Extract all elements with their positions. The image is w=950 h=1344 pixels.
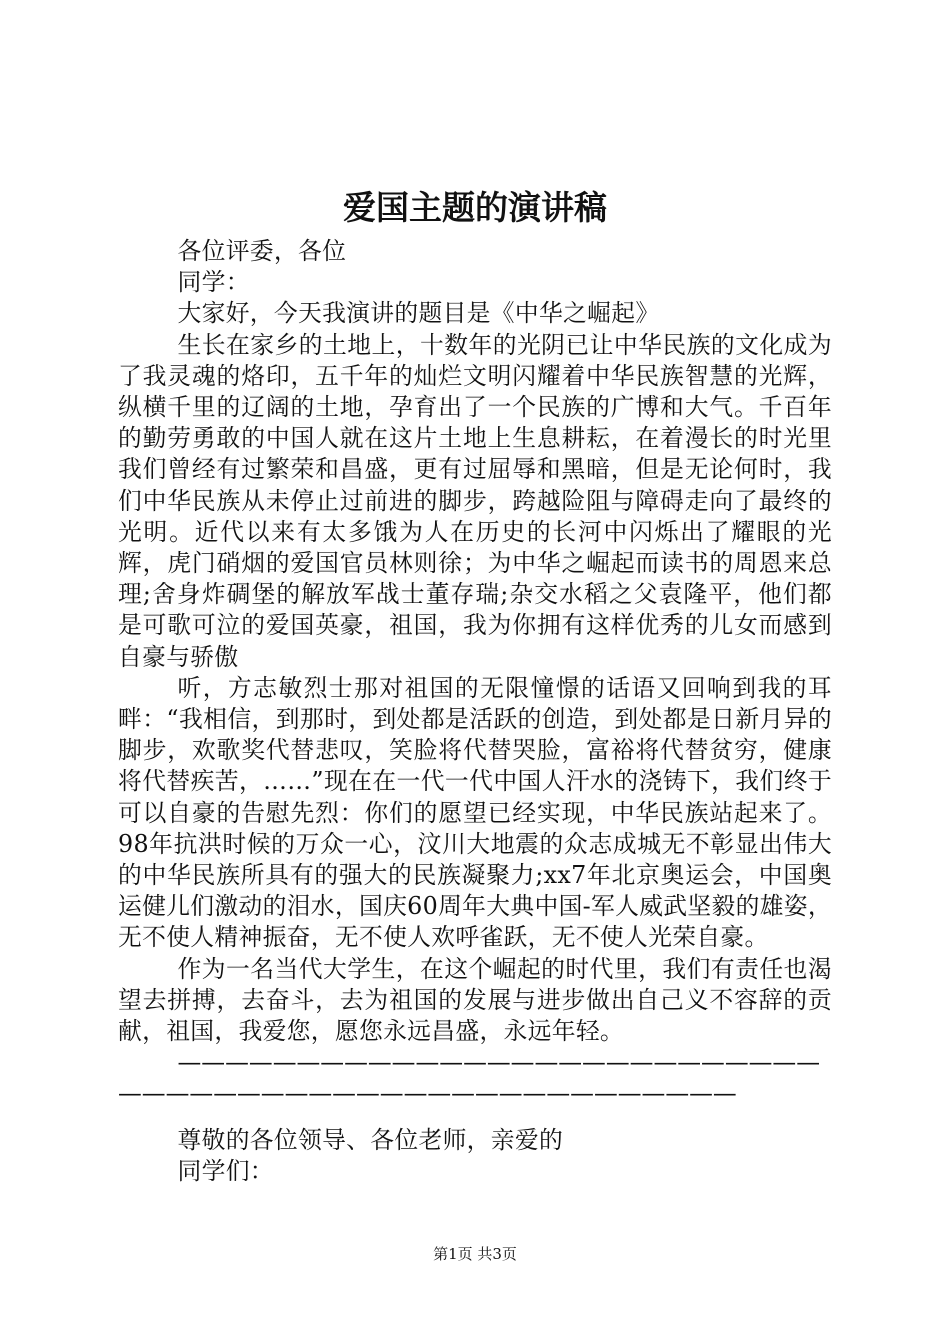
- paragraph-greeting: 大家好，今天我演讲的题目是《中华之崛起》: [177, 299, 660, 328]
- section-divider: —————————————————————————————————————————————————————: [118, 1048, 821, 1108]
- document-title: 爱国主题的演讲稿: [343, 188, 607, 227]
- paragraph-salutation-cont: 同学：: [177, 268, 250, 297]
- paragraph-closing-salutation: 尊敬的各位领导、各位老师，亲爱的: [177, 1125, 564, 1154]
- paragraph-body-3: 作为一名当代大学生，在这个崛起的时代里，我们有责任也渴望去拼搏，去奋斗，去为祖国的发展与进步做出自己义不容辞的贡献，祖国，我爱您，愿您永远昌盛，永远年轻。: [118, 954, 832, 1046]
- paragraph-body-2: 听，方志敏烈士那对祖国的无限憧憬的话语又回响到我的耳畔：“我相信，到那时，到处都是活跃的创造，到处都是日新月异的脚步，欢歌奖代替悲叹，笑脸将代替哭脸，富裕将代替贫穷，健康将代替疾苦，……”现在在一代一代中国人汗水的浇铸下，我们终于可以自豪的告慰先烈：你们的愿望已经实现，中华民族站起来了。98年抗洪时候的万众一心，汶川大地震的众志成城无不彰显出伟大的中华民族所具有的强大的民族凝聚力;xx7年北京奥运会，中国奥运健儿们激动的泪水，国庆60周年大典中国-军人威武坚毅的雄姿，无不使人精神振奋，无不使人欢呼雀跃，无不使人光荣自豪。: [118, 673, 832, 952]
- paragraph-salutation: 各位评委，各位: [177, 237, 347, 265]
- page-footer: 第1页 共3页: [433, 1245, 517, 1263]
- paragraph-closing-salutation-cont: 同学们：: [177, 1156, 274, 1185]
- paragraph-body-1: 生长在家乡的土地上，十数年的光阴已让中华民族的文化成为了我灵魂的烙印，五千年的灿烂文明闪耀着中华民族智慧的光辉，纵横千里的辽阔的土地，孕育出了一个民族的广博和大气。千百年的勤劳勇敢的中国人就在这片土地上生息耕耘，在着漫长的时光里我们曾经有过繁荣和昌盛，更有过屈辱和黑暗，但是无论何时，我们中华民族从未停止过前进的脚步，跨越险阻与障碍走向了最终的光明。近代以来有太多饿为人在历史的长河中闪烁出了耀眼的光辉，虎门硝烟的爱国官员林则徐；为中华之崛起而读书的周恩来总理;舍身炸碉堡的解放军战士董存瑞;杂交水稻之父袁隆平，他们都是可歌可泣的爱国英豪，祖国，我为你拥有这样优秀的儿女而感到自豪与骄傲: [118, 330, 832, 671]
- document-body: [118, 236, 832, 1187]
